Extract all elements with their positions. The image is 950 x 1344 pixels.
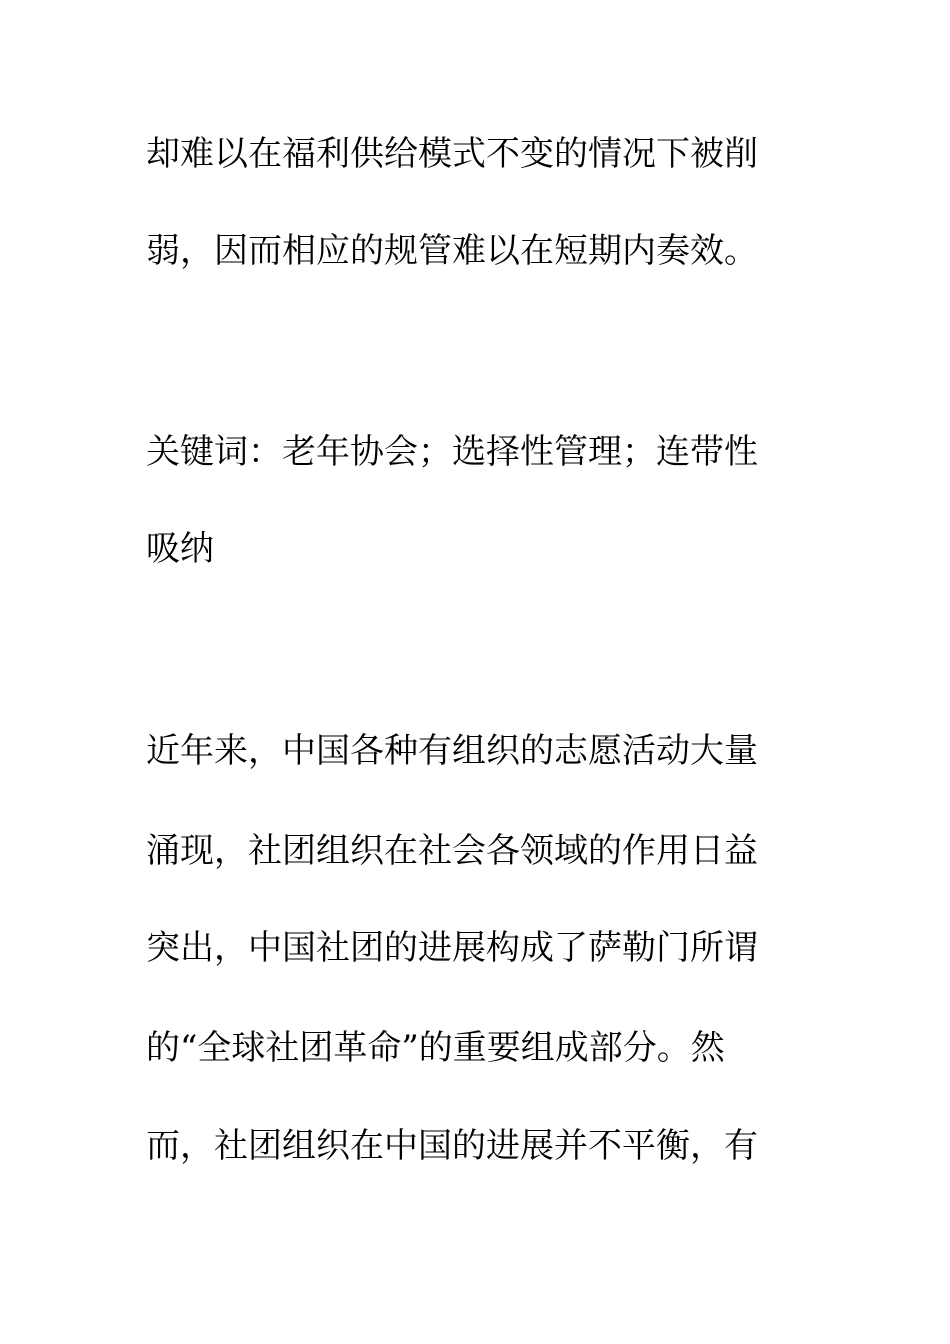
body-line-5: 而，社团组织在中国的进展并不平衡，有 — [146, 1126, 758, 1166]
abstract-line-2: 弱，因而相应的规管难以在短期内奏效。 — [146, 231, 758, 271]
body-line-1: 近年来，中国各种有组织的志愿活动大量 — [146, 731, 758, 771]
keywords-line-2: 吸纳 — [146, 529, 214, 569]
body-line-2: 涌现，社团组织在社会各领域的作用日益 — [146, 831, 758, 871]
abstract-line-1: 却难以在福利供给模式不变的情况下被削 — [146, 134, 758, 174]
body-line-4: 的“全球社团革命”的重要组成部分。然 — [146, 1028, 725, 1068]
body-line-3: 突出，中国社团的进展构成了萨勒门所谓 — [146, 928, 758, 968]
keywords-line-1: 关键词：老年协会；选择性管理；连带性 — [146, 432, 758, 472]
